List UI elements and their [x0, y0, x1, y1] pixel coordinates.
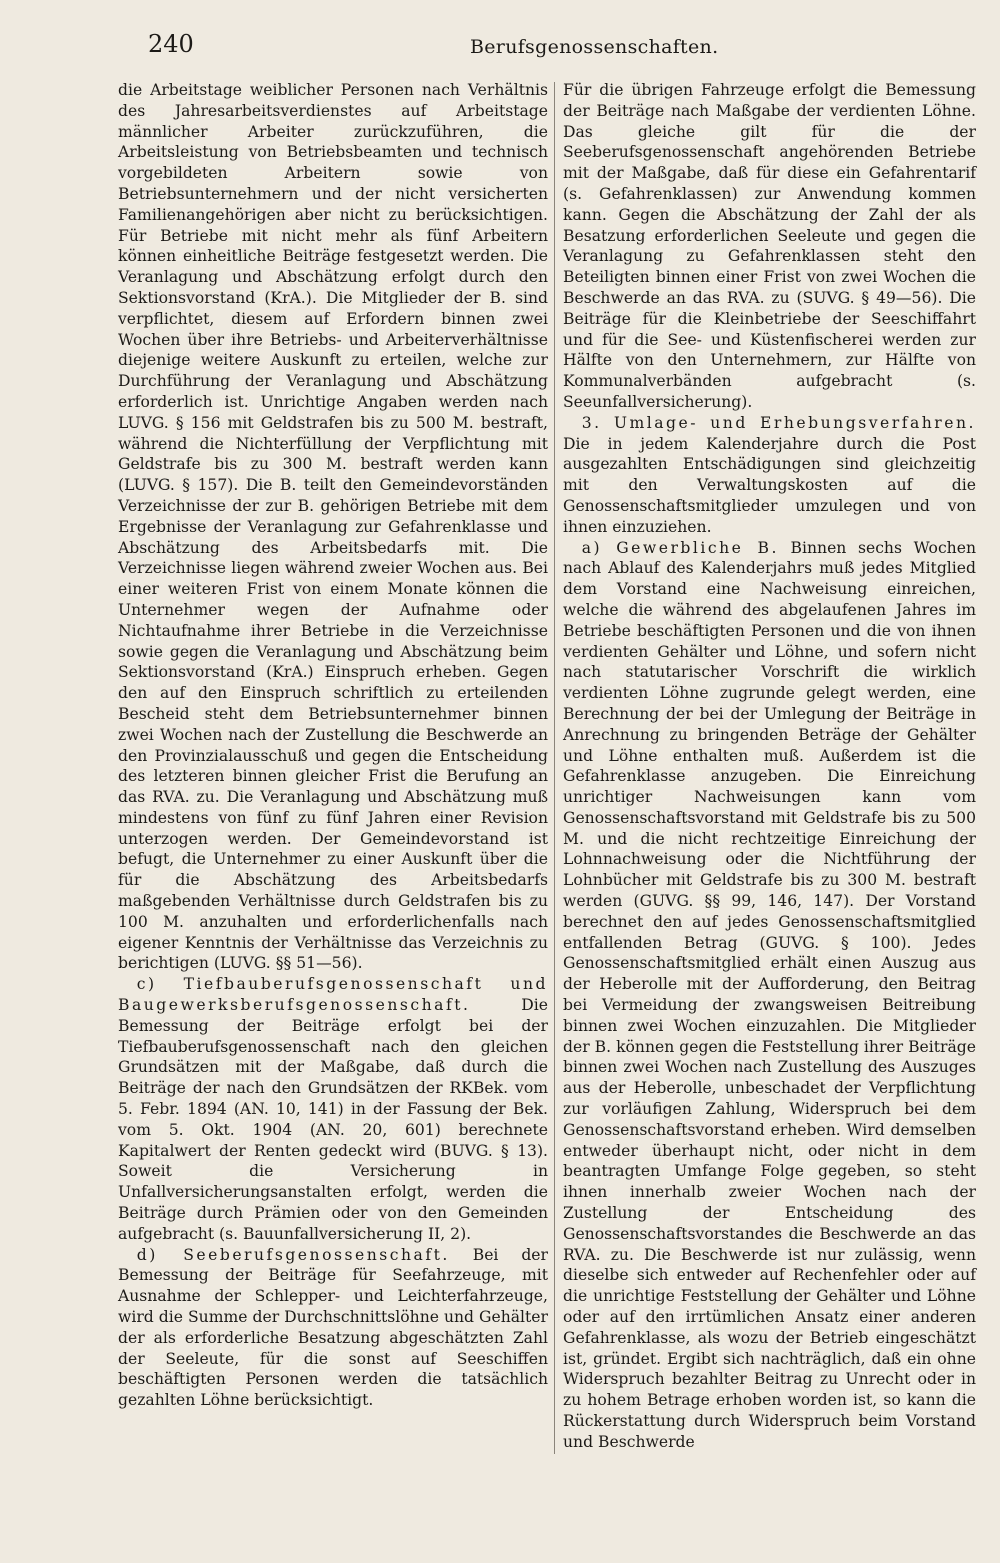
- left-column: [118, 80, 548, 1411]
- section-text: Die in jedem Kalenderjahre durch die Post ausgezahlten Entschädigungen sind gleichzeitig mit den Verwaltungskosten auf die Genossenschaftsmitglieder umzulegen und von ihnen einzuziehen.: [563, 434, 976, 536]
- column-divider: [554, 82, 555, 1454]
- section-text: Binnen sechs Wochen nach Ablauf des Kalenderjahrs muß jedes Mitglied dem Vorstand eine Nachweisung einreichen, welche die während des abgelaufenen Jahres im Betriebe beschäftigten Personen und die von ihnen verdienten Gehälter und Löhne, und sofern nicht nach statutarischer Vorschrift die wirklich verdienten Löhne zugrunde gelegt werden, eine Berechnung der bei der Umlegung der Beiträge in Anrechnung zu bringenden Beträge der Gehälter und Löhne enthalten muß. Außerdem ist die Gefahrenklasse anzugeben. Die Einreichung unrichtiger Nachweisungen kann vom Genossenschaftsvorstand mit Geldstrafe bis zu 500 M. und die nicht rechtzeitige Einreichung der Lohnnachweisung oder die Nichtführung der Lohnbücher mit Geldstrafe bis zu 300 M. bestraft werden (GUVG. §§ 99, 146, 147). Der Vorstand berechnet den auf jedes Genossenschaftsmitglied entfallenden Betrag (GUVG. § 100). Jedes Genossenschaftsmitglied erhält einen Auszug aus der Heberolle mit der Aufforderung, den Beitrag bei Vermeidung der zwangsweisen Beitreibung binnen zwei Wochen einzuzahlen. Die Mitglieder der B. können gegen die Feststellung ihrer Beiträge binnen zwei Wochen nach Zustellung des Auszuges aus der Heberolle, unbeschadet der Verpflichtung zur vorläufigen Zahlung, Widerspruch bei dem Genossenschaftsvorstand erheben. Wird demselben entweder überhaupt nicht, oder nicht in dem beantragten Umfange Folge gegeben, so steht ihnen innerhalb zweier Wochen nach der Zustellung der Entscheidung des Genossenschaftsvorstandes die Beschwerde an das RVA. zu. Die Beschwerde ist nur zulässig, wenn dieselbe sich entweder auf Rechenfehler oder auf die unrichtige Feststellung der Gehälter und Löhne oder auf den irrtümlichen Ansatz einer anderen Gefahrenklasse, als wozu der Betrieb eingeschätzt ist, gründet. Ergibt sich nachträglich, daß ein ohne Widerspruch bezahlter Beitrag zu Unrecht oder in zu hohem Betrage erhoben worden ist, so kann die Rückerstattung durch Widerspruch beim Vorstand und Beschwerde: [563, 538, 976, 1451]
- section-label: a) Gewerbliche B.: [581, 538, 779, 557]
- paragraph: [118, 1245, 548, 1411]
- section-heading: 3. Umlage- und Erhebungsverfahren.: [581, 413, 976, 432]
- section-label: d) Seeberufsgenossenschaft.: [136, 1245, 450, 1264]
- paragraph: [563, 413, 976, 538]
- paragraph: die Arbeitstage weiblicher Personen nach Verhältnis des Jahresarbeitsverdienstes auf Arbeitstage männlicher Arbeiter zurückzuführen, die Arbeitsleistung von Betriebsbeamten und technisch vorgebildeten Arbeitern sowie von Betriebsunternehmern und der nicht versicherten Familienangehörigen aber nicht zu berücksichtigen. Für Betriebe mit nicht mehr als fünf Arbeitern können einheitliche Beiträge festgesetzt werden. Die Veranlagung und Abschätzung erfolgt durch den Sektionsvorstand (KrA.). Die Mitglieder der B. sind verpflichtet, diesem auf Erfordern binnen zwei Wochen über ihre Betriebs- und Arbeiterverhältnisse diejenige weitere Auskunft zu erteilen, welche zur Durchführung der Veranlagung und Abschätzung erforderlich ist. Unrichtige Angaben werden nach LUVG. § 156 mit Geldstrafen bis zu 500 M. bestraft, während die Nichterfüllung der Verpflichtung mit Geldstrafe bis zu 300 M. bestraft werden kann (LUVG. § 157). Die B. teilt den Gemeindevorständen Verzeichnisse der zur B. gehörigen Betriebe mit dem Ergebnisse der Veranlagung zur Gefahrenklasse und Abschätzung des Arbeitsbedarfs mit. Die Verzeichnisse liegen während zweier Wochen aus. Bei einer weiteren Frist von einem Monate können die Unternehmer wegen der Aufnahme oder Nichtaufnahme ihrer Betriebe in die Verzeichnisse sowie gegen die Veranlagung und Abschätzung beim Sektionsvorstand (KrA.) Einspruch erheben. Gegen den auf den Einspruch schriftlich zu erteilenden Bescheid steht dem Betriebsunternehmer binnen zwei Wochen nach der Zustellung die Beschwerde an den Provinzialausschuß und gegen die Entscheidung des letzteren binnen gleicher Frist die Berufung an das RVA. zu. Die Veranlagung und Abschätzung muß mindestens von fünf zu fünf Jahren einer Revision unterzogen werden. Der Gemeindevorstand ist befugt, die Unternehmer zu einer Auskunft über die für die Abschätzung des Arbeitsbedarfs maßgebenden Verhältnisse durch Geldstrafen bis zu 100 M. anzuhalten und erforderlichenfalls nach eigener Kenntnis der Verhältnisse das Verzeichnis zu berichtigen (LUVG. §§ 51—56).: [118, 81, 548, 973]
- paragraph: [118, 974, 548, 1244]
- page-number: 240: [148, 30, 194, 58]
- section-text: Die Bemessung der Beiträge erfolgt bei der Tiefbauberufsgenossenschaft nach den gleichen Grundsätzen mit der Maßgabe, daß durch die Beiträge der nach den Grundsätzen der RKBek. vom 5. Febr. 1894 (AN. 10, 141) in der Fassung der Bek. vom 5. Okt. 1904 (AN. 20, 601) berechnete Kapitalwert der Renten gedeckt wird (BUVG. § 13). Soweit die Versicherung in Unfallversicherungsanstalten erfolgt, werden die Beiträge durch Prämien oder von den Gemeinden aufgebracht (s. Bauunfallversicherung II, 2).: [118, 996, 548, 1243]
- section-text: Bei der Bemessung der Beiträge für Seefahrzeuge, mit Ausnahme der Schlepper- und Leichterfahrzeuge, wird die Summe der Durchschnittslöhne und Gehälter der als erforderliche Besatzung abgeschätzten Zahl der Seeleute, für die sonst auf Seeschiffen beschäftigten Personen werden die tatsächlich gezahlten Löhne berücksichtigt.: [118, 1245, 548, 1410]
- paragraph: [563, 538, 976, 1453]
- paragraph: Für die übrigen Fahrzeuge erfolgt die Bemessung der Beiträge nach Maßgabe der verdienten Löhne. Das gleiche gilt für die der Seeberufsgenossenschaft angehörenden Betriebe mit der Maßgabe, daß für diese ein Gefahrentarif (s. Gefahrenklassen) zur Anwendung kommen kann. Gegen die Abschätzung der Zahl der als Besatzung erforderlichen Seeleute und gegen die Veranlagung zu Gefahrenklassen steht den Beteiligten binnen einer Frist von zwei Wochen die Beschwerde an das RVA. zu (SUVG. § 49—56). Die Beiträge für die Kleinbetriebe der Seeschiffahrt und für die See- und Küstenfischerei werden zur Hälfte von den Unternehmern, zur Hälfte von Kommunalverbänden aufgebracht (s. Seeunfallversicherung).: [563, 81, 976, 411]
- running-title: Berufsgenossenschaften.: [470, 36, 719, 58]
- right-column: [563, 80, 976, 1453]
- section-label: c) Tiefbauberufsgenossenschaft und Baugewerksberufsgenossenschaft.: [118, 975, 548, 1015]
